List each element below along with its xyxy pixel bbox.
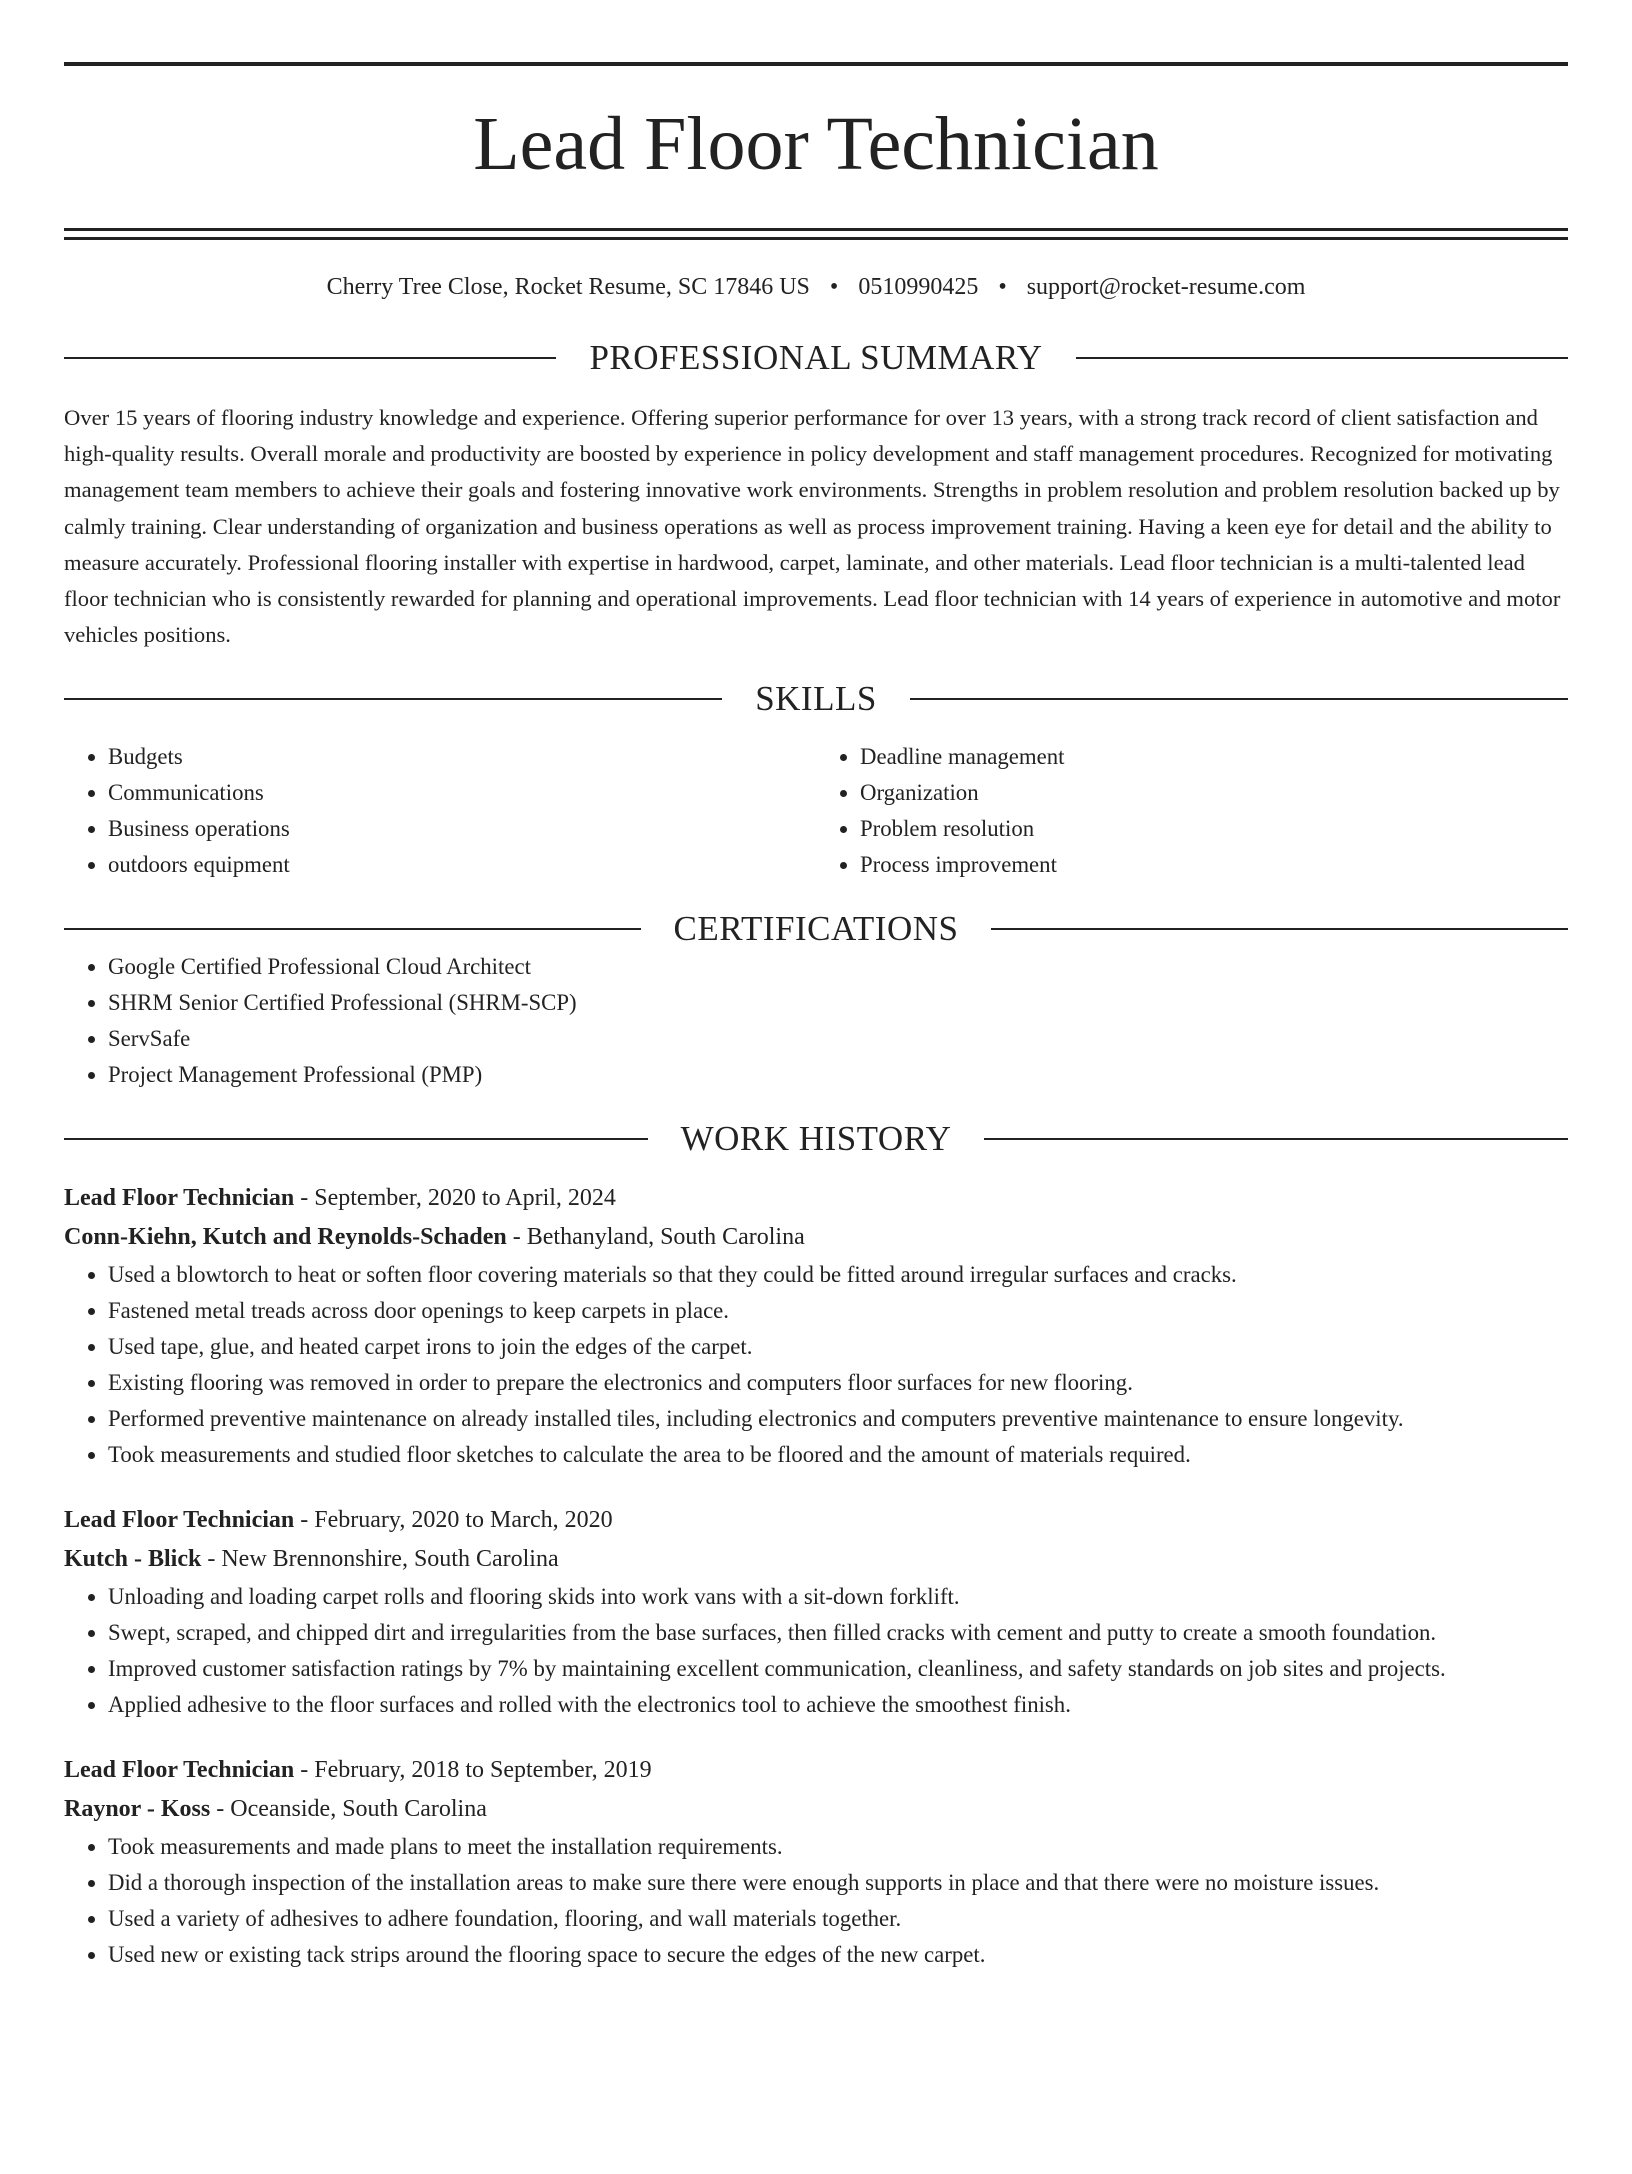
section-title: PROFESSIONAL SUMMARY <box>589 338 1043 377</box>
section-heading-skills <box>64 679 1568 719</box>
skill-item: • Deadline management <box>860 739 1568 775</box>
contact-separator: • <box>998 274 1007 300</box>
summary-text: Over 15 years of flooring industry knowledge and experience. Offering superior performance for over 13 years, with a strong track record of client satisfaction and high-quality results. Overall morale and productivity are boosted by experience in policy development and staff management procedures. Recognized for motivating management team members to achieve their goals and fostering innovative work environments. Strengths in problem resolution and problem resolution backed up by calmly training. Clear understanding of organization and business operations as well as process improvement training. Having a keen eye for detail and the ability to measure accurately. Professional flooring installer with expertise in hardwood, carpet, laminate, and other materials. Lead floor technician is a multi-talented lead floor technician who is consistently rewarded for planning and operational improvements. Lead floor technician with 14 years of experience in automotive and motor vehicles positions. <box>64 405 1561 648</box>
section-title: WORK HISTORY <box>680 1119 952 1159</box>
double-rule <box>64 228 1568 240</box>
top-rule <box>64 62 1568 66</box>
divider <box>910 698 1568 700</box>
job-bullet: • Applied adhesive to the floor surfaces and rolled with the electronics tool to achieve the smoothest finish. <box>108 1687 1568 1723</box>
contact-line <box>64 270 1568 304</box>
skill-item: • Problem resolution <box>860 811 1568 847</box>
contact-address: Cherry Tree Close, Rocket Resume, SC 17846 US <box>326 274 810 300</box>
divider <box>64 928 641 930</box>
divider <box>64 698 722 700</box>
job-bullets <box>64 1829 1568 1973</box>
job-location: - Oceanside, South Carolina <box>210 1796 487 1823</box>
job-company-line <box>64 1789 1568 1829</box>
job-bullet: • Swept, scraped, and chipped dirt and irregularities from the base surfaces, then filled cracks with cement and putty to create a smooth foundation. <box>108 1615 1568 1651</box>
job-company-line <box>64 1539 1568 1579</box>
job-dates: - February, 2018 to September, 2019 <box>294 1757 652 1784</box>
skill-item: • Organization <box>860 775 1568 811</box>
divider <box>991 928 1568 930</box>
job-bullet: • Improved customer satisfaction ratings by 7% by maintaining excellent communication, cleanliness, and safety standards on job sites and projects. <box>108 1651 1568 1687</box>
skill-item: • outdoors equipment <box>108 847 816 883</box>
job-bullets <box>64 1579 1568 1723</box>
job-entry <box>64 1501 1568 1723</box>
skills-list <box>64 739 1568 883</box>
certification-item: • SHRM Senior Certified Professional (SHRM-SCP) <box>108 985 1568 1021</box>
section-title: SKILLS <box>755 679 877 719</box>
job-bullet: • Used a blowtorch to heat or soften floor covering materials so that they could be fitted around irregular surfaces and cracks. <box>108 1257 1568 1293</box>
job-bullet: • Used a variety of adhesives to adhere foundation, flooring, and wall materials together. <box>108 1901 1568 1937</box>
skill-item: • Communications <box>108 775 816 811</box>
skill-item: • Process improvement <box>860 847 1568 883</box>
job-company: Raynor - Koss <box>64 1796 211 1823</box>
divider <box>64 357 556 359</box>
resume-name: Lead Floor Technician <box>473 102 1159 186</box>
job-title-line <box>64 1751 1568 1789</box>
job-bullet: • Performed preventive maintenance on already installed tiles, including electronics and computers preventive maintenance to ensure longevity. <box>108 1401 1568 1437</box>
job-bullet: • Did a thorough inspection of the installation areas to make sure there were enough supports in place and that there were no moisture issues. <box>108 1865 1568 1901</box>
contact-separator: • <box>829 274 839 300</box>
job-dates: - February, 2020 to March, 2020 <box>294 1507 613 1534</box>
certification-item: • Google Certified Professional Cloud Architect <box>108 949 1568 985</box>
certification-item: • Project Management Professional (PMP) <box>108 1057 1568 1093</box>
job-company: Conn-Kiehn, Kutch and Reynolds-Schaden <box>64 1224 507 1251</box>
job-bullet: • Unloading and loading carpet rolls and flooring skids into work vans with a sit-down forklift. <box>108 1579 1568 1615</box>
contact-phone: 0510990425 <box>858 274 979 300</box>
contact-email[interactable]: support@rocket-resume.com <box>1026 274 1306 300</box>
job-title-line <box>64 1179 1568 1217</box>
job-company-line <box>64 1217 1568 1257</box>
job-bullets <box>64 1257 1568 1473</box>
job-dates: - September, 2020 to April, 2024 <box>294 1185 616 1212</box>
job-title: Lead Floor Technician <box>64 1757 295 1784</box>
job-entry <box>64 1751 1568 1973</box>
section-heading-work-history <box>64 1119 1568 1159</box>
job-title: Lead Floor Technician <box>64 1185 295 1212</box>
job-bullet: • Took measurements and studied floor sketches to calculate the area to be floored and the amount of materials required. <box>108 1437 1568 1473</box>
certification-item: • ServSafe <box>108 1021 1568 1057</box>
job-bullet: • Fastened metal treads across door openings to keep carpets in place. <box>108 1293 1568 1329</box>
job-title-line <box>64 1501 1568 1539</box>
resume-page <box>0 62 1632 2174</box>
job-entry <box>64 1179 1568 1473</box>
skill-item: • Business operations <box>108 811 816 847</box>
divider <box>984 1138 1568 1140</box>
skills-column-left <box>64 739 816 883</box>
job-location: - Bethanyland, South Carolina <box>506 1224 805 1251</box>
job-location: - New Brennonshire, South Carolina <box>201 1546 559 1573</box>
divider <box>1076 357 1568 359</box>
section-title: CERTIFICATIONS <box>673 909 959 949</box>
divider <box>64 1138 648 1140</box>
section-heading-summary <box>64 338 1568 378</box>
certifications-list <box>64 949 1568 1093</box>
job-title: Lead Floor Technician <box>64 1507 295 1534</box>
job-bullet: • Existing flooring was removed in order to prepare the electronics and computers floor surfaces for new flooring. <box>108 1365 1568 1401</box>
skill-item: • Budgets <box>108 739 816 775</box>
job-bullet: • Used new or existing tack strips around the flooring space to secure the edges of the new carpet. <box>108 1937 1568 1973</box>
job-bullet: • Used tape, glue, and heated carpet irons to join the edges of the carpet. <box>108 1329 1568 1365</box>
section-heading-certifications <box>64 909 1568 949</box>
job-company: Kutch - Blick <box>64 1546 202 1573</box>
skills-column-right <box>816 739 1568 883</box>
job-bullet: • Took measurements and made plans to meet the installation requirements. <box>108 1829 1568 1865</box>
